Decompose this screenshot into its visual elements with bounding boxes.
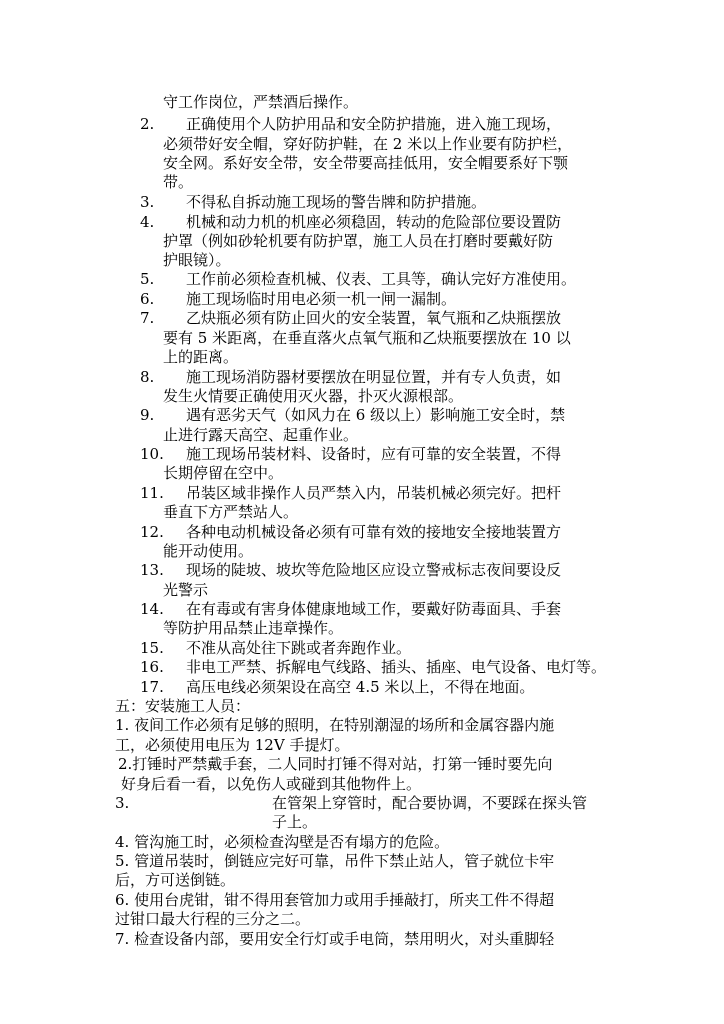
item-5-line-1: 工作前必须检查机械、仪表、工具等，确认完好方准使用。 <box>186 270 577 288</box>
s5-item-1-line-1: 1. 夜间工作必须有足够的照明，在特别潮湿的场所和金属容器内施 <box>115 716 555 734</box>
item-6-line-1: 施工现场临时用电必须一机一闸一漏制。 <box>186 290 457 308</box>
item-13-line-2: 光警示 <box>163 581 209 599</box>
s5-item-7-line-1: 7. 检查设备内部，要用安全行灯或手电筒，禁用明火，对头重脚轻 <box>115 930 555 948</box>
s5-item-5-line-2: 后，方可送倒链。 <box>115 871 236 889</box>
s5-item-6-line-1: 6. 使用台虎钳，钳不得用套管加力或用手捶敲打，所夹工件不得超 <box>115 891 555 909</box>
item-2-line-1: 正确使用个人防护用品和安全防护措施，进入施工现场， <box>186 115 562 133</box>
item-14-number: 14. <box>140 600 164 618</box>
item-14-line-2: 等防护用品禁止违章操作。 <box>163 619 344 637</box>
item-7-line-3: 上的距离。 <box>163 348 239 366</box>
s5-item-3-number: 3. <box>115 794 130 812</box>
item-15-number: 15. <box>140 639 164 657</box>
s5-item-2-line-2: 好身后看一看，以免伤人或碰到其他物件上。 <box>121 775 422 793</box>
s5-item-5-line-1: 5. 管道吊装时，倒链应完好可靠，吊件下禁止站人，管子就位卡牢 <box>115 852 555 870</box>
item-10-line-2: 长期停留在空中。 <box>163 464 284 482</box>
s5-item-3-line-2: 子上。 <box>272 813 318 831</box>
item-8-line-2: 发生火情要正确使用灭火器，扑灭火源根部。 <box>163 387 464 405</box>
item-12-number: 12. <box>140 523 164 541</box>
s5-item-1-line-2: 工，必须使用电压为 12V 手提灯。 <box>115 736 350 754</box>
item-11-number: 11. <box>140 484 164 502</box>
item-16-number: 16. <box>140 658 164 676</box>
s5-item-6-line-2: 过钳口最大行程的三分之二。 <box>115 910 311 928</box>
item-12-line-2: 能开动使用。 <box>163 542 254 560</box>
item-15-line-1: 不准从高处往下跳或者奔跑作业。 <box>186 639 412 657</box>
item-9-line-1: 遇有恶劣天气（如风力在 6 级以上）影响施工安全时，禁 <box>186 406 566 424</box>
item-8-line-1: 施工现场消防器材要摆放在明显位置，并有专人负责，如 <box>186 368 562 386</box>
item-3-number: 3. <box>140 193 155 211</box>
item-2-line-2: 必须带好安全帽，穿好防护鞋，在 2 米以上作业要有防护栏， <box>163 135 573 153</box>
item-4-line-3: 护眼镜）。 <box>163 251 231 269</box>
s5-item-3-line-1: 在管架上穿管时，配合要协调，不要踩在探头管 <box>272 794 588 812</box>
item-2-line-4: 带。 <box>163 173 194 191</box>
s5-item-4: 4. 管沟施工时，必须检查沟壁是否有塌方的危险。 <box>115 833 450 851</box>
item-11-line-1: 吊装区域非操作人员严禁入内，吊装机械必须完好。把杆 <box>186 484 562 502</box>
item-17-number: 17. <box>140 678 164 696</box>
item-13-line-1: 现场的陡坡、坡坎等危险地区应设立警戒标志夜间要设反 <box>186 561 562 579</box>
item-14-line-1: 在有毒或有害身体健康地域工作，要戴好防毒面具、手套 <box>186 600 562 618</box>
item-5-number: 5. <box>140 270 155 288</box>
item-12-line-1: 各种电动机械设备必须有可靠有效的接地安全接地装置方 <box>186 523 562 541</box>
item-7-line-2: 要有 5 米距离，在垂直落火点氧气瓶和乙炔瓶要摆放在 10 以 <box>163 329 571 347</box>
item-11-line-2: 垂直下方严禁站人。 <box>163 503 299 521</box>
item-9-line-2: 止进行露天高空、起重作业。 <box>163 426 359 444</box>
item-13-number: 13. <box>140 561 164 579</box>
item-17-line-1: 高压电线必须架设在高空 4.5 米以上，不得在地面。 <box>186 678 535 696</box>
item-16-line-1: 非电工严禁、拆解电气线路、插头、插座、电气设备、电灯等。 <box>186 658 607 676</box>
item-2-line-3: 安全网。系好安全带，安全带要高挂低用，安全帽要系好下颚 <box>163 154 569 172</box>
item-7-number: 7. <box>140 309 155 327</box>
item-1-continuation: 守工作岗位，严禁酒后操作。 <box>163 93 359 111</box>
item-7-line-1: 乙炔瓶必须有防止回火的安全装置，氧气瓶和乙炔瓶摆放 <box>186 309 562 327</box>
item-4-line-1: 机械和动力机的机座必须稳固，转动的危险部位要设置防 <box>186 213 562 231</box>
item-4-line-2: 护罩（例如砂轮机要有防护罩，施工人员在打磨时要戴好防 <box>163 232 554 250</box>
item-10-line-1: 施工现场吊装材料、设备时，应有可靠的安全装置，不得 <box>186 445 562 463</box>
item-3-line-1: 不得私自拆动施工现场的警告牌和防护措施。 <box>186 193 487 211</box>
item-2-number: 2. <box>140 115 155 133</box>
section-5-heading: 五：安装施工人员： <box>115 697 251 715</box>
item-9-number: 9. <box>140 406 155 424</box>
item-4-number: 4. <box>140 213 155 231</box>
s5-item-2-line-1: 2.打锤时严禁戴手套，二人同时打锤不得对站，打第一锤时要先向 <box>118 755 553 773</box>
item-10-number: 10. <box>140 445 164 463</box>
item-6-number: 6. <box>140 290 155 308</box>
item-8-number: 8. <box>140 368 155 386</box>
